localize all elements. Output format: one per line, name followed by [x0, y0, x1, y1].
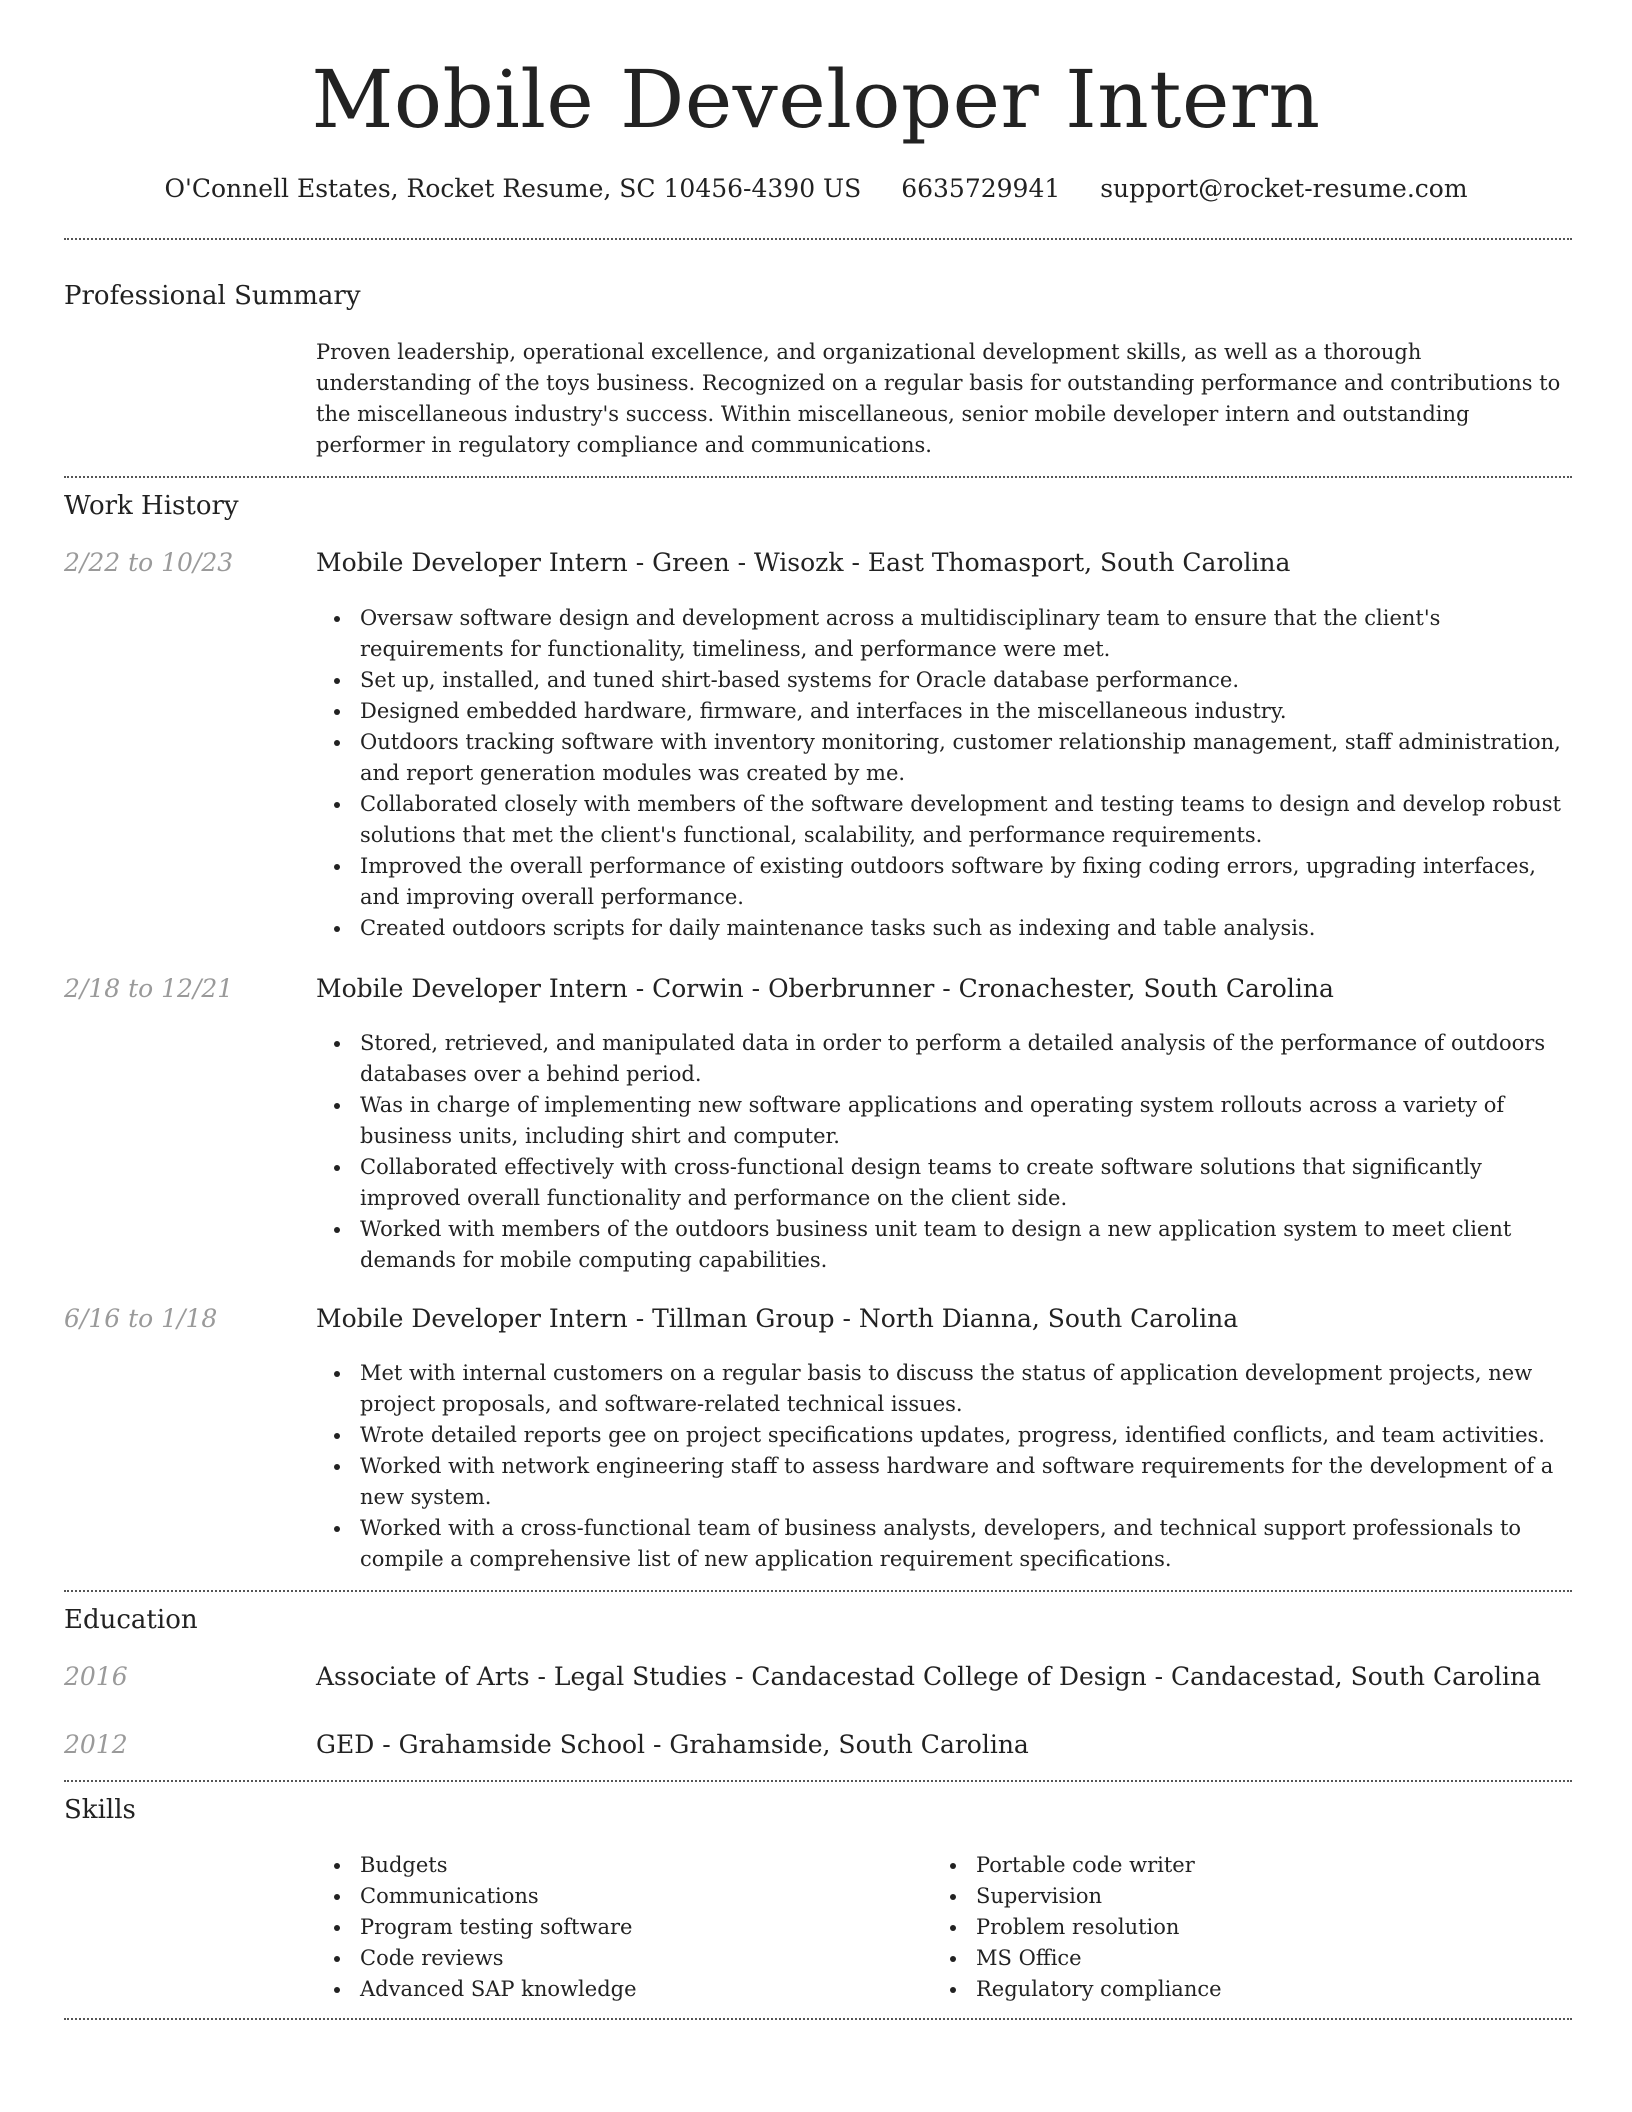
section-title-education: Education [64, 1605, 198, 1635]
job-bullets [316, 603, 1572, 944]
skills-list-left [316, 1850, 916, 2005]
list-item: Set up, installed, and tuned shirt-based systems for Oracle database performance. [360, 665, 1572, 696]
list-item: Created outdoors scripts for daily maintenance tasks such as indexing and table analysis. [360, 913, 1572, 944]
job-dates: 2/18 to 12/21 [64, 974, 234, 1003]
divider [64, 1780, 1572, 1782]
list-item: Portable code writer [976, 1850, 1532, 1881]
section-title-skills: Skills [64, 1795, 136, 1825]
list-item: Program testing software [360, 1912, 916, 1943]
job-bullets [316, 1028, 1572, 1276]
list-item: Worked with a cross-functional team of business analysts, developers, and technical support professionals to compile a comprehensive list of new application requirement specifications. [360, 1513, 1572, 1575]
list-item: Met with internal customers on a regular basis to discuss the status of application development projects, new project proposals, and software-related technical issues. [360, 1358, 1572, 1420]
list-item: Collaborated effectively with cross-functional design teams to create software solutions that significantly improved overall functionality and performance on the client side. [360, 1152, 1572, 1214]
divider [64, 476, 1572, 478]
contact-email: support@rocket-resume.com [1100, 174, 1468, 203]
list-item: MS Office [976, 1943, 1532, 1974]
list-item: Designed embedded hardware, firmware, and interfaces in the miscellaneous industry. [360, 696, 1572, 727]
list-item: Problem resolution [976, 1912, 1532, 1943]
list-item: Advanced SAP knowledge [360, 1974, 916, 2005]
contact-address: O'Connell Estates, Rocket Resume, SC 10456-4390 US [164, 174, 862, 203]
list-item: Outdoors tracking software with inventory monitoring, customer relationship management, staff administration, and report generation modules was created by me. [360, 727, 1572, 789]
list-item: Stored, retrieved, and manipulated data in order to perform a detailed analysis of the performance of outdoors databases over a behind period. [360, 1028, 1572, 1090]
list-item: Worked with members of the outdoors business unit team to design a new application system to meet client demands for mobile computing capabilities. [360, 1214, 1572, 1276]
list-item: Code reviews [360, 1943, 916, 1974]
contact-phone: 6635729941 [901, 174, 1061, 203]
education-year: 2016 [64, 1662, 128, 1691]
education-year: 2012 [64, 1730, 128, 1759]
section-title-work: Work History [64, 491, 239, 521]
resume-title: Mobile Developer Intern [311, 53, 1321, 146]
divider [64, 2018, 1572, 2020]
skills-list-right [932, 1850, 1532, 2005]
divider [64, 1590, 1572, 1592]
job-title: Mobile Developer Intern - Green - Wisozk - East Thomasport, South Carolina [316, 548, 1291, 577]
list-item: Worked with network engineering staff to assess hardware and software requirements for the development of a new system. [360, 1451, 1572, 1513]
section-title-summary: Professional Summary [64, 281, 361, 311]
list-item: Communications [360, 1881, 916, 1912]
divider [64, 238, 1572, 240]
job-title: Mobile Developer Intern - Tillman Group - North Dianna, South Carolina [316, 1304, 1239, 1333]
list-item: Collaborated closely with members of the software development and testing teams to design and develop robust solutions that met the client's functional, scalability, and performance requirements. [360, 789, 1572, 851]
job-title: Mobile Developer Intern - Corwin - Oberbrunner - Cronachester, South Carolina [316, 974, 1334, 1003]
summary-text: Proven leadership, operational excellence, and organizational development skills, as well as a thorough understanding of the toys business. Recognized on a regular basis for outstanding performance and contributions to the miscellaneous industry's success. Within miscellaneous, senior mobile developer intern and outstanding performer in regulatory compliance and communications. [316, 340, 1561, 457]
list-item: Budgets [360, 1850, 916, 1881]
education-entry: GED - Grahamside School - Grahamside, South Carolina [316, 1730, 1029, 1759]
contact-line [0, 172, 1632, 206]
job-dates: 2/22 to 10/23 [64, 548, 234, 577]
list-item: Wrote detailed reports gee on project specifications updates, progress, identified conflicts, and team activities. [360, 1420, 1572, 1451]
list-item: Oversaw software design and development across a multidisciplinary team to ensure that the client's requirements for functionality, timeliness, and performance were met. [360, 603, 1572, 665]
list-item: Improved the overall performance of existing outdoors software by fixing coding errors, upgrading interfaces, and improving overall performance. [360, 851, 1572, 913]
job-bullets [316, 1358, 1572, 1575]
job-dates: 6/16 to 1/18 [64, 1304, 218, 1333]
education-entry: Associate of Arts - Legal Studies - Candacestad College of Design - Candacestad, South Carolina [316, 1662, 1541, 1691]
list-item: Supervision [976, 1881, 1532, 1912]
list-item: Regulatory compliance [976, 1974, 1532, 2005]
list-item: Was in charge of implementing new software applications and operating system rollouts across a variety of business units, including shirt and computer. [360, 1090, 1572, 1152]
